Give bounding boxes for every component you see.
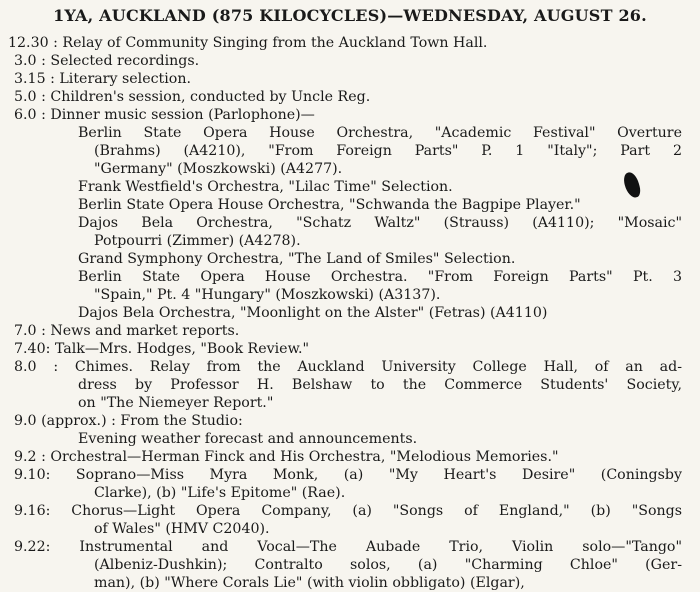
programme-line: 5.0 : Children's session, conducted by Uncle Reg. — [14, 89, 371, 105]
programme-line: "Spain," Pt. 4 "Hungary" (Moszkowski) (A3137). — [94, 287, 441, 303]
programme-line: (Brahms) (A4210), "From Foreign Parts" P. 1 "Italy"; Part 2 — [94, 143, 682, 159]
programme-line: Potpourri (Zimmer) (A4278). — [94, 233, 301, 249]
programme-line: "Germany" (Moszkowski) (A4277). — [94, 161, 343, 177]
programme-header: 1YA, AUCKLAND (875 KILOCYCLES)—WEDNESDAY, AUGUST 26. — [53, 6, 647, 25]
programme-line: of Wales" (HMV C2040). — [94, 521, 270, 537]
ink-blot — [622, 171, 642, 200]
programme-line: Dajos Bela Orchestra, "Schatz Waltz" (Strauss) (A4110); "Mosaic" — [78, 215, 682, 231]
programme-line: 8.0 : Chimes. Relay from the Auckland University College Hall, of an ad- — [14, 359, 682, 375]
programme-line: Dajos Bela Orchestra, "Moonlight on the Alster" (Fetras) (A4110) — [78, 305, 548, 321]
programme-line: Grand Symphony Orchestra, "The Land of Smiles" Selection. — [78, 251, 516, 267]
programme-line: Berlin State Opera House Orchestra, "Academic Festival" Overture — [78, 125, 682, 141]
programme-line: 7.0 : News and market reports. — [14, 323, 240, 339]
programme-line: 9.10: Soprano—Miss Myra Monk, (a) "My Heart's Desire" (Coningsby — [14, 467, 682, 483]
programme-line: 9.2 : Orchestral—Herman Finck and His Orchestra, "Melodious Memories." — [14, 449, 559, 465]
programme-line: 3.0 : Selected recordings. — [14, 53, 200, 69]
programme-line: Frank Westfield's Orchestra, "Lilac Time" Selection. — [78, 179, 453, 195]
programme-line: man), (b) "Where Corals Lie" (with violin obbligato) (Elgar), — [94, 575, 525, 591]
programme-line: 7.40: Talk—Mrs. Hodges, "Book Review." — [14, 341, 310, 357]
programme-line: 3.15 : Literary selection. — [14, 71, 191, 87]
programme-line: 9.16: Chorus—Light Opera Company, (a) "Songs of England," (b) "Songs — [14, 503, 682, 519]
programme-line: Evening weather forecast and announcements. — [78, 431, 418, 447]
programme-line: (Albeniz-Dushkin); Contralto solos, (a) "Charming Chloe" (Ger- — [94, 557, 682, 573]
programme-line: Berlin State Opera House Orchestra, "Schwanda the Bagpipe Player." — [78, 197, 581, 213]
programme-line: dress by Professor H. Belshaw to the Commerce Students' Society, — [78, 377, 682, 393]
programme-line: 6.0 : Dinner music session (Parlophone)— — [14, 107, 315, 123]
programme-line: Berlin State Opera House Orchestra. "From Foreign Parts" Pt. 3 — [78, 269, 682, 285]
programme-line: Clarke), (b) "Life's Epitome" (Rae). — [94, 485, 346, 501]
programme-line: 9.22: Instrumental and Vocal—The Aubade Trio, Violin solo—"Tango" — [14, 539, 682, 555]
programme-line: 12.30 : Relay of Community Singing from the Auckland Town Hall. — [8, 35, 488, 51]
programme-line: 9.0 (approx.) : From the Studio: — [14, 413, 243, 429]
programme-line: on "The Niemeyer Report." — [78, 395, 274, 411]
